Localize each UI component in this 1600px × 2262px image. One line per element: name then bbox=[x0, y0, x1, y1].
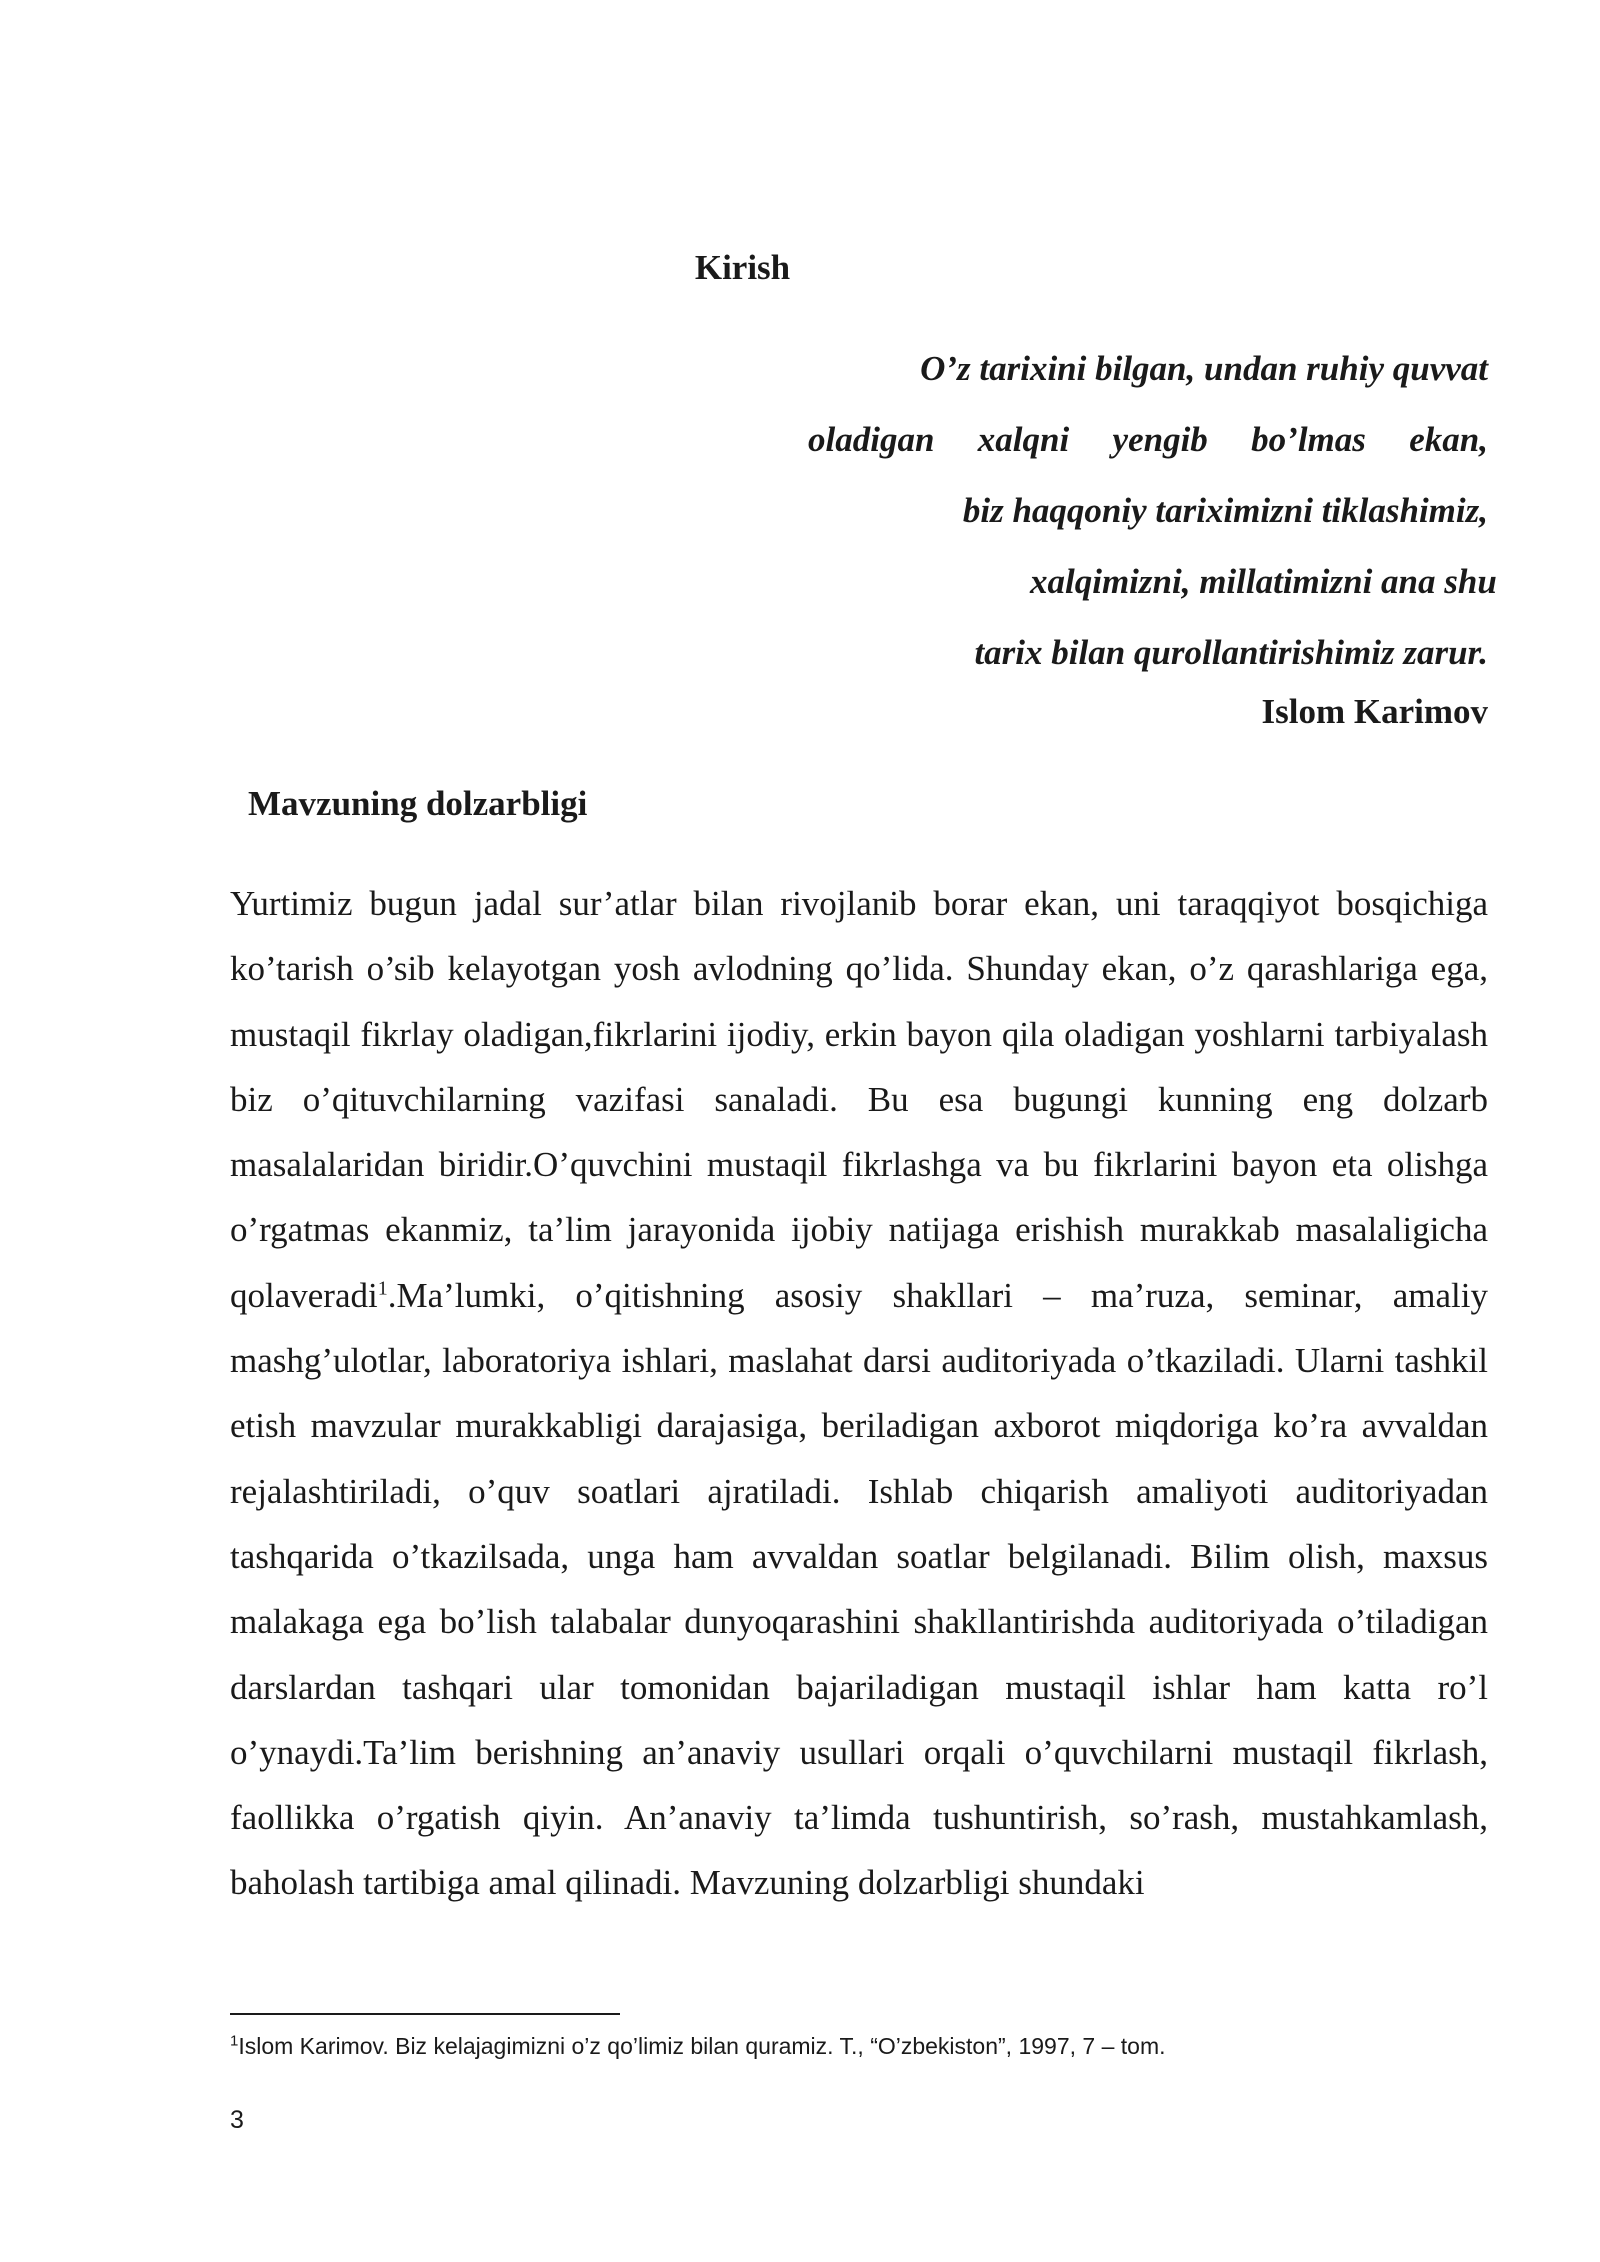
epigraph-author: Islom Karimov bbox=[1261, 692, 1488, 731]
footnote-marker: 1 bbox=[230, 2032, 239, 2050]
epigraph-line-5: tarix bilan qurollantirishimiz zarur. bbox=[974, 633, 1488, 672]
page-title: Kirish bbox=[694, 248, 791, 287]
body-text-part-2: .Ma’lumki, o’qitishning asosiy shakllari – ma’ruza, seminar, amaliy mashg’ulotlar, laboratoriya ishlari, maslahat darsi auditoriyada o’tkaziladi. Ularni tashkil etish mavzular murakkabligi darajasiga, beriladigan axborot miqdoriga ko’ra avvaldan rejalashtiriladi, o’quv soatlari ajratiladi. Ishlab chiqarish amaliyoti auditoriyadan tashqarida o’tkazilsada, unga ham avvaldan soatlar belgilanadi. Bilim olish, maxsus malakaga ega bo’lish talabalar dunyoqarashini shakllantirishda auditoriyada o’tiladigan darslardan tashqari ular tomonidan bajariladigan mustaqil ishlar ham katta ro’l o’ynaydi.Ta’lim berishning an’anaviy usullari orqali o’quvchilarni mustaqil fikrlash, faollikka o’rgatish qiyin. An’anaviy ta’limda tushuntirish, so’rash, mustahkamlash, baholash tartibiga amal qilinadi. Mavzuning dolzarbligi shundaki bbox=[230, 1275, 1488, 1903]
page-number: 3 bbox=[230, 2106, 244, 2134]
epigraph-line-1: O’z tarixini bilgan, undan ruhiy quvvat bbox=[920, 349, 1488, 388]
body-paragraph bbox=[230, 871, 1488, 1916]
footnote-separator bbox=[230, 2013, 620, 2015]
footnote-text: Islom Karimov. Biz kelajagimizni o’z qo’limiz bilan quramiz. T., “O’zbekiston”, 1997, 7 – tom. bbox=[238, 2033, 1166, 2059]
epigraph-line-3: biz haqqoniy tariximizni tiklashimiz, bbox=[962, 491, 1488, 530]
epigraph-line-2: oladigan xalqni yengib bo’lmas ekan, bbox=[808, 420, 1488, 459]
footnote bbox=[230, 2030, 1488, 2062]
body-text-part-1: Yurtimiz bugun jadal sur’atlar bilan rivojlanib borar ekan, uni taraqqiyot bosqichiga ko’tarish o’sib kelayotgan yosh avlodning qo’lida. Shunday ekan, o’z qarashlariga ega, mustaqil fikrlay oladigan,fikrlarini ijodiy, erkin bayon qila oladigan yoshlarni tarbiyalash biz o’qituvchilarning vazifasi sanaladi. Bu esa bugungi kunning eng dolzarb masalalaridan biridir.O’quvchini mustaqil fikrlashga va bu fikrlarini bayon eta olishga o’rgatmas ekanmiz, ta’lim jarayonida ijobiy natijaga erishish murakkab masalaligicha qolaveradi bbox=[230, 884, 1488, 1315]
epigraph-line-4: xalqimizni, millatimizni ana shu bbox=[1030, 562, 1497, 601]
epigraph bbox=[808, 333, 1497, 688]
footnote-reference[interactable]: 1 bbox=[377, 1277, 388, 1300]
section-heading: Mavzuning dolzarbligi bbox=[248, 784, 588, 823]
